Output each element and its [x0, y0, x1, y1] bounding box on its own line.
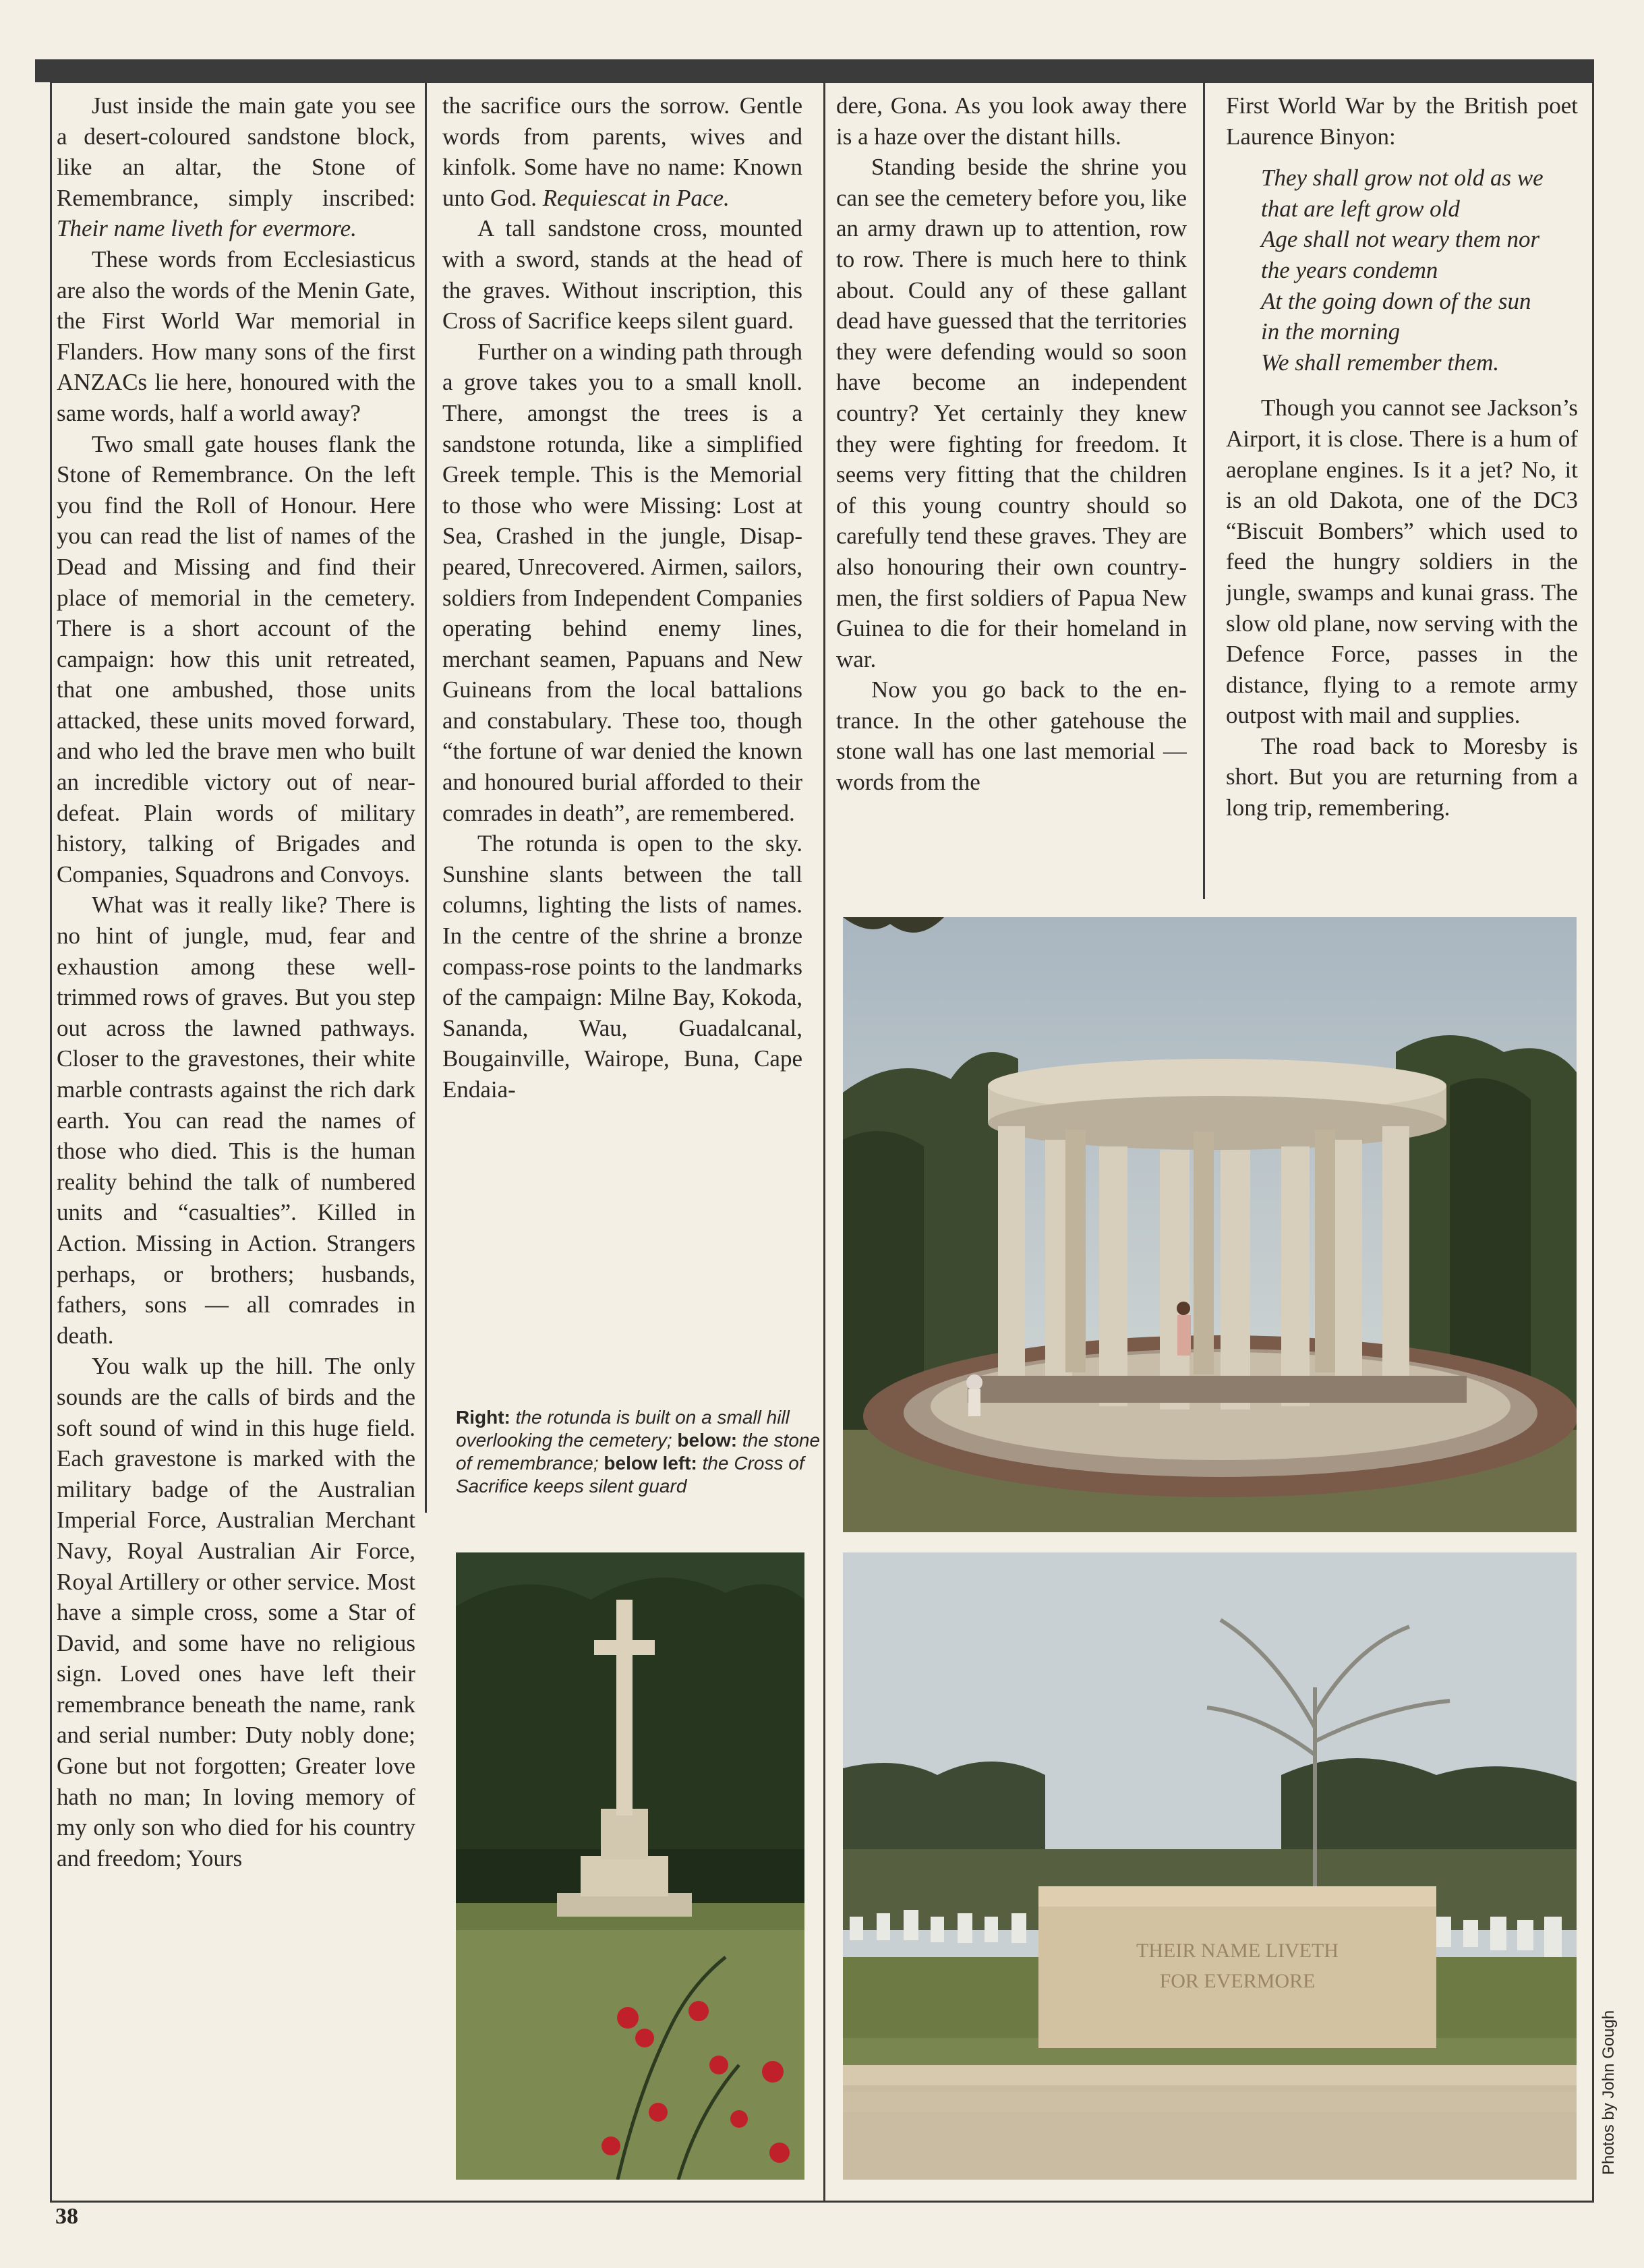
poem-line: that are left grow old	[1261, 195, 1460, 222]
paragraph: The road back to Moresby is short. But you are returning from a long trip, remembering.	[1226, 732, 1578, 821]
article-column-2	[442, 90, 802, 1311]
poem-line: At the going down of the sun	[1261, 287, 1531, 314]
paragraph: The rotunda is open to the sky. Sunshine slants between the tall columns, lighting the lists of names. In the centre of the shrine a bronze compass-rose points to the landmarks of the campaign: Milne Bay, Kokoda, Sananda, Wau, Guadalcanal, Bougainville, Wairope, Buna, Cape Endaia-	[442, 830, 802, 1103]
photo-caption: Right: the rotunda is built on a small hill overlooking the cemetery; below: the stone of remembrance; below left: the Cross of Sacrifice keeps silent guard	[456, 1407, 821, 1496]
paragraph: Now you go back to the entrance. In the other gatehouse the stone wall has one last memorial — words from the	[836, 676, 1187, 796]
article-column-3	[836, 90, 1187, 893]
poem-line: in the morning	[1261, 318, 1401, 345]
stone-of-remembrance-photo	[843, 1552, 1577, 2180]
photo-credit: Photos by John Gough	[1599, 2010, 1618, 2175]
article-column-1	[57, 90, 415, 2188]
column-rule-1	[425, 81, 427, 1513]
poem-line: Age shall not weary them nor	[1261, 226, 1540, 253]
stone-inscription-line-2: FOR EVERMORE	[1159, 1970, 1316, 1992]
paragraph: dere, Gona. As you look away there is a haze over the distant hills.	[836, 92, 1187, 150]
paragraph: You walk up the hill. The only sounds are the calls of birds and the soft sound of wind in this huge field. Each gravestone is marked with the military badge of the Australian Imperial Force, Australian Merchant Navy, Royal Australian Air Force, Royal Artillery or other service. Most have a simple cross, some a Star of David, and some have no religious sign. Loved ones have left their remembrance beneath the name, rank and serial number: Duty nobly done; Gone but not forgotten; Greater love hath no man; In loving memory of my only son who died for his country and freedom; Yours	[57, 1353, 415, 1871]
paragraph: Just inside the main gate you see a desert-coloured sandstone block, like an altar, the Stone of Remembrance, simply inscribed: Their name liveth for evermore.	[57, 92, 415, 242]
poem	[1261, 163, 1578, 378]
article-column-4	[1226, 90, 1578, 893]
paragraph: Standing beside the shrine you can see the cemetery before you, like an army drawn up to attention, row to row. There is much here to think about. Could any of these gallant dead have guessed that the territories they were defending would so soon have become an independent country? Yet certainly they knew they were fighting for freedom. It seems very fitting that the children of this young country should so carefully tend these graves. They are also honouring their own countrymen, the first soldiers of Papua New Guinea to die for their homeland in war.	[836, 154, 1187, 672]
paragraph: Two small gate houses flank the Stone of Remembrance. On the left you find the Roll of Honour. Here you can read the list of names of the Dead and Missing and find their place of memorial in the cemetery. There is a short account of the campaign: how this unit retreated, that one ambushed, those units attacked, these units moved forward, and who led the brave men who built an incredible victory out of near-defeat. Plain words of military history, talking of Brigades and Companies, Squadrons and Convoys.	[57, 430, 415, 888]
paragraph: A tall sandstone cross, mounted with a sword, stands at the head of the graves. Without inscription, this Cross of Sacrifice keeps silent guard.	[442, 215, 802, 335]
poem-line: the years condemn	[1261, 256, 1438, 283]
paragraph: Further on a winding path through a grove takes you to a small knoll. There, amongst the trees is a sandstone rotunda, like a simplified Greek temple. This is the Memorial to those who were Missing: Lost at Sea, Crashed in the jungle, Disappeared, Unrecovered. Airmen, sailors, soldiers from Independent Companies operating behind enemy lines, merchant seamen, Papuans and New Guineans from the local battalions and constabulary. These too, though “the fortune of war denied the known and honoured burial afforded to their comrades in death”, are remembered.	[442, 338, 802, 826]
rotunda-photo	[843, 917, 1577, 1532]
cross-of-sacrifice-photo	[456, 1552, 804, 2180]
paragraph: First World War by the British poet Laurence Binyon:	[1226, 92, 1578, 150]
paragraph: the sacrifice ours the sorrow. Gentle words from parents, wives and kinfolk. Some have no name: Known unto God. Requiescat in Pace.	[442, 92, 802, 211]
poem-line: We shall remember them.	[1261, 349, 1500, 376]
stone-inscription-line-1: THEIR NAME LIVETH	[1136, 1940, 1339, 1962]
column-rule-3	[1203, 81, 1205, 899]
column-rule-2	[823, 81, 825, 2203]
paragraph: What was it really like? There is no hint of jungle, mud, fear and exhaustion among these well-trimmed rows of graves. But you step out across the lawned pathways. Closer to the gravestones, their white marble contrasts against the rich dark earth. You can read the names of those who died. This is the human reality behind the talk of numbered units and “casualties”. Killed in Action. Missing in Action. Strangers perhaps, or brothers; husbands, fathers, sons — all comrades in death.	[57, 892, 415, 1349]
paragraph: These words from Ecclesiasticus are also the words of the Menin Gate, the First World War memorial in Flanders. How many sons of the first ANZACs lie here, honoured with the same words, half a world away?	[57, 245, 415, 426]
poem-line: They shall grow not old as we	[1261, 165, 1544, 192]
paragraph: Though you cannot see Jackson’s Airport, it is close. There is a hum of aeroplane engines. Is it a jet? No, it is an old Dakota, one of the DC3 “Biscuit Bombers” which used to feed the hungry soldiers in the jungle, swamps and kunai grass. The slow old plane, now serving with the Defence Force, passes in the distance, flying to a remote army outpost with mail and supplies.	[1226, 395, 1578, 729]
top-rule	[35, 59, 1594, 82]
page-number: 38	[55, 2204, 78, 2229]
